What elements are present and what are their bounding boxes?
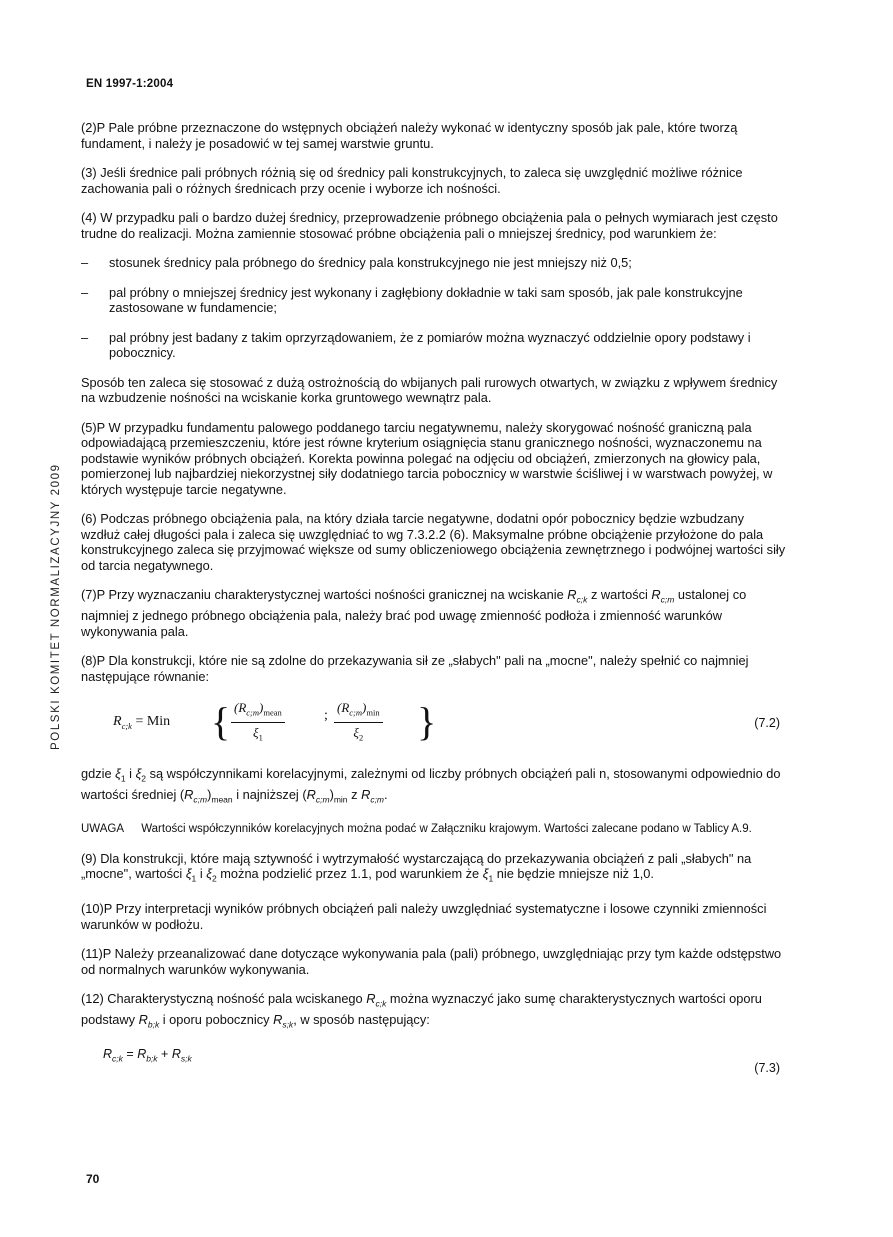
paragraph-7p: (7)P Przy wyznaczaniu charakterystycznej wartości nośności granicznej na wciskanie $R_{c;k}$ z wartości $R_{c;m}$ ustalonej co najmniej z jednego próbnego obciążenia pala, należy brać pod uwagę zmienność podłoża i zmienność warunków wykonywania pala. [81,587,747,639]
bullet-dash: – [81,255,89,270]
bullet-text: pal próbny jest badany z takim oprzyrządowaniem, że z pomiarów można wyznaczyć oddzielnie opory podstawy i pobocznicy. [109,329,751,360]
formula-7-2 [81,698,786,758]
sidebar-watermark: POLSKI KOMITET NORMALIZACYJNY 2009 [50,463,62,750]
note [81,822,786,837]
formula-separator: ; [324,708,328,724]
equation-number: (7.2) [754,716,780,731]
standard-header: EN 1997-1:2004 [86,78,174,90]
right-brace: } [417,699,437,745]
bullet-dash: – [81,284,89,300]
paragraph-3: (3) Jeśli średnice pali próbnych różnią się od średnicy pali konstrukcyjnych, to zaleca się uwzględnić możliwe różnice zachowania pali o różnych średnicach przy ocenie i wyborze ich nośności. [81,165,743,196]
paragraph-12: (12) Charakterystyczną nośność pala wciskanego $R_{c;k}$ można wyznaczyć jako sumę charakterystycznych wartości oporu podstawy $R_{b;k}$ i oporu pobocznicy $R_{s;k}$, w sposób następujący: [81,991,762,1030]
list-item [81,330,786,361]
formula-lhs: $R_{c;k}$ = Min [113,714,171,731]
paragraph-6: (6) Podczas próbnego obciążenia pala, na który działa tarcie negatywne, dodatni opór pobocznicy będzie wzbudzany wzdłuż całej długości pala i zaleca się uwzględniać to wg 7.3.2.2 (6). Maksymalne próbne obciążenie przyłożone do pala konstrukcyjnego zaleca się przyjmować większe od sumy obliczeniowego obciążenia zewnętrznego i podwójnej wartości siły od tarcia negatywnego. [81,511,786,573]
paragraph-4-note: Sposób ten zaleca się stosować z dużą ostrożnością do wbijanych pali rurowych otwartych, w związku z wpływem średnicy na wzbudzenie nośności na wciskanie korka gruntowego wewnątrz pala. [81,374,778,405]
formula-7-3 [81,1047,786,1077]
page-number: 70 [86,1172,100,1186]
equation-number: (7.3) [754,1061,780,1076]
left-brace: { [211,699,231,745]
bullet-dash: – [81,329,89,345]
fraction-mean: $(R_{c;m})_{mean}$ $\xi_1$ [231,700,285,746]
paragraph-11p: (11)P Należy przeanalizować dane dotyczące wykonywania pala (pali) próbnego, uwzględniając przy tym każde odstępstwo od normalnych warunków wykonywania. [81,946,782,977]
list-item [81,255,786,271]
formula-expression: $R_{c;k} = R_{b;k} + R_{s;k}$ [103,1047,192,1064]
bullet-text: pal próbny o mniejszej średnicy jest wykonany i zagłębiony dokładnie w taki sam sposób, jak pale konstrukcyjne zastosowane w fundamencie; [109,284,743,315]
paragraph-2p: (2)P Pale próbne przeznaczone do wstępnych obciążeń należy wykonać w identyczny sposób jak pale, które tworzą fundament, i należy je posadowić w tej samej warstwie gruntu. [81,120,738,151]
paragraph-gdzie: gdzie $\xi_1$ i $\xi_2$ są współczynnikami korelacyjnymi, zależnymi od liczby próbnych obciążeń pali n, stosowanymi odpowiednio do wartości średniej $(R_{c;m})_{mean}$ i najniższej $(R_{c;m})_{min}$ z $R_{c;m}$. [81,766,781,805]
paragraph-5p: (5)P W przypadku fundamentu palowego poddanego tarciu negatywnemu, należy skorygować nośność graniczną pala odpowiadającą przemieszczeniu, które jest równe kryterium osiągnięcia stanu granicznego nośności, wyznaczonemu na podstawie wyników próbnych obciążeń. Korekta powinna polegać na odjęciu od obciążeń, zmierzonych na głowicy pala, pomierzonej lub najbardziej niekorzystnej siły dodatniego tarcia pobocznicy w warstwie ściśliwej i w warstwach powyżej, w których występuje tarcie negatywne. [81,419,773,497]
paragraph-9: (9) Dla konstrukcji, które mają sztywność i wytrzymałość wystarczającą do przekazywania obciążeń z pali „słabych" na „mocne", wartości $\xi_1$ i $\xi_2$ można podzielić przez 1.1, pod warunkiem że $\xi_1$ nie będzie mniejsze niż 1,0. [81,850,752,884]
paragraph-4: (4) W przypadku pali o bardzo dużej średnicy, przeprowadzenie próbnego obciążenia pala o pełnych wymiarach jest często trudne do realizacji. Można zamiennie stosować próbne obciążenia pali o mniejszej średnicy, pod warunkiem że: [81,210,778,241]
paragraph-8p: (8)P Dla konstrukcji, które nie są zdolne do przekazywania sił ze „słabych" pali na „mocne", należy spełnić co najmniej następujące równanie: [81,653,749,684]
note-label: UWAGA [81,823,125,836]
paragraph-10p: (10)P Przy interpretacji wyników próbnych obciążeń pali należy uwzględniać systematyczne i losowe czynniki zmienności warunków w podłożu. [81,901,767,932]
document-body [81,120,786,1077]
fraction-min: $(R_{c;m})_{min}$ $\xi_2$ [334,700,383,746]
bullet-text: stosunek średnicy pala próbnego do średnicy pala konstrukcyjnego nie jest mniejszy niż 0,5; [109,255,632,270]
list-item [81,285,786,316]
note-text: Wartości współczynników korelacyjnych można podać w Załączniku krajowym. Wartości zalecane podano w Tablicy A.9. [141,823,752,836]
